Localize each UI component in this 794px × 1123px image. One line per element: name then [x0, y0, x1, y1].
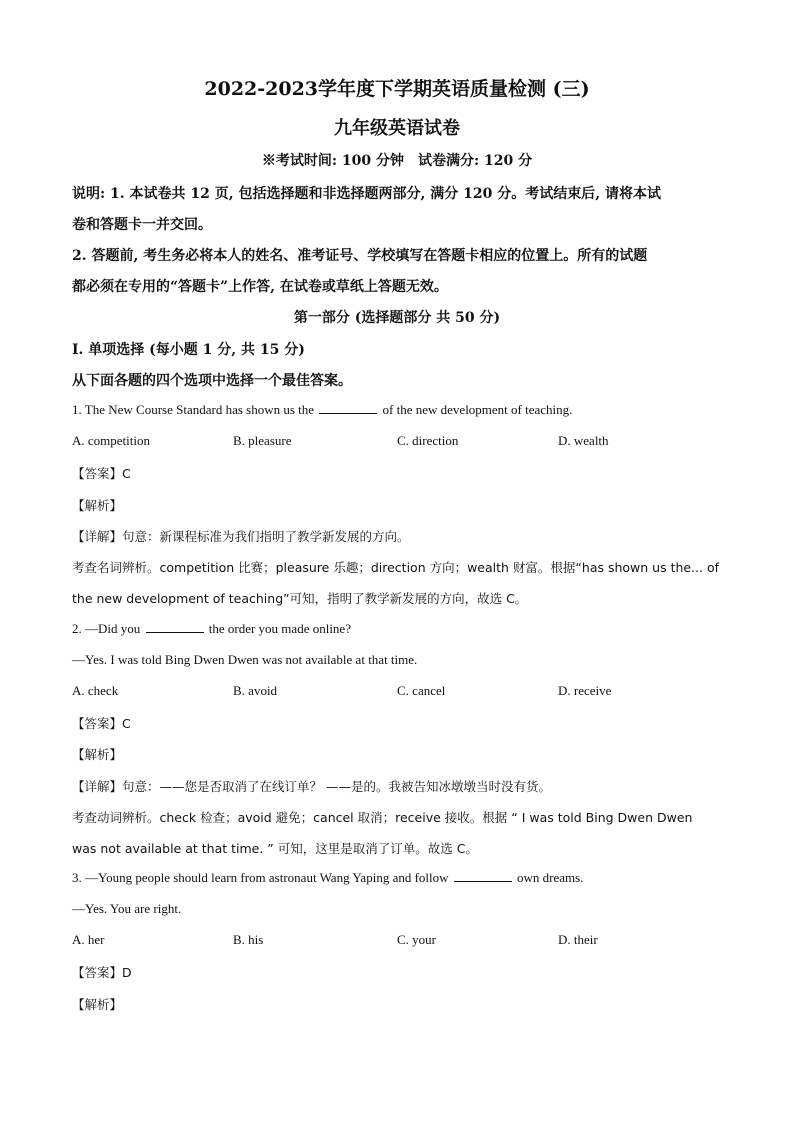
- q1-detail: 【详解】句意：新课程标准为我们指明了教学新发展的方向。: [72, 529, 410, 544]
- q2-answer-tag: 【答案】: [72, 716, 123, 731]
- q2-explain-1: 考查动词辨析。check 检查；avoid 避免；cancel 取消；receive 接收。根据 “ I was told Bing Dwen Dwen: [72, 810, 693, 825]
- q2-stem: [72, 621, 732, 637]
- q1-blank: [319, 402, 377, 414]
- q2-explain-2: was not available at that time. ” 可知，这里是取消了订单。故选 C。: [72, 841, 478, 856]
- q2-option-a: A. check: [72, 683, 119, 698]
- q1-answer-value: C: [122, 466, 131, 481]
- instructions-line-1: 说明: 1. 本试卷共 12 页, 包括选择题和非选择题两部分, 满分 120 分。考试结束后, 请将本试: [72, 186, 661, 202]
- q3-stem: [72, 870, 732, 886]
- q2-detail: 【详解】句意：——您是否取消了在线订单？ ——是的。我被告知冰墩墩当时没有货。: [72, 779, 551, 794]
- q2-option-d: D. receive: [558, 683, 612, 698]
- q3-option-d: D. their: [558, 932, 598, 947]
- exam-subtitle: 九年级英语试卷: [334, 118, 460, 139]
- q2-stem-a: 2. —Did you: [72, 621, 141, 636]
- section-direction: 从下面各题的四个选项中选择一个最佳答案。: [72, 373, 352, 389]
- q2-analysis-tag: 【解析】: [72, 747, 123, 762]
- q2-stem-b: the order you made online?: [208, 621, 351, 636]
- q2-answer: [72, 714, 732, 732]
- q1-option-c: C. direction: [397, 433, 459, 448]
- q3-answer-value: D: [122, 965, 132, 980]
- q1-option-b: B. pleasure: [233, 433, 292, 448]
- q3-option-b: B. his: [233, 932, 264, 947]
- q1-explain-1: 考查名词辨析。competition 比赛；pleasure 乐趣；direction 方向；wealth 财富。根据“has shown us the... of: [72, 560, 720, 575]
- q3-stem-b: own dreams.: [517, 870, 584, 885]
- exam-info: ※考试时间: 100 分钟 试卷满分: 120 分: [261, 153, 533, 169]
- q3-option-a: A. her: [72, 932, 105, 947]
- q2-option-c: C. cancel: [397, 683, 446, 698]
- q3-analysis-tag: 【解析】: [72, 997, 123, 1012]
- q3-reply: —Yes. You are right.: [72, 901, 182, 916]
- q1-analysis-tag: 【解析】: [72, 498, 123, 513]
- q3-answer-tag: 【答案】: [72, 965, 123, 980]
- q2-answer-value: C: [122, 716, 131, 731]
- q2-option-b: B. avoid: [233, 683, 278, 698]
- q3-stem-a: 3. —Young people should learn from astronaut Wang Yaping and follow: [72, 870, 449, 885]
- q1-option-a: A. competition: [72, 433, 150, 448]
- instructions-line-4: 都必须在专用的“答题卡”上作答, 在试卷或草纸上答题无效。: [72, 279, 448, 295]
- q3-answer: [72, 963, 732, 981]
- instructions-line-2: 卷和答题卡一并交回。: [72, 217, 212, 233]
- q2-blank: [146, 621, 204, 633]
- q3-option-c: C. your: [397, 932, 436, 947]
- q1-option-d: D. wealth: [558, 433, 609, 448]
- exam-title: 2022-2023学年度下学期英语质量检测 (三): [204, 78, 590, 100]
- q1-stem: [72, 402, 732, 418]
- instructions-line-3: 2. 答题前, 考生务必将本人的姓名、准考证号、学校填写在答题卡相应的位置上。所有的试题: [72, 248, 648, 264]
- q3-blank: [454, 870, 512, 882]
- q1-stem-a: 1. The New Course Standard has shown us the: [72, 402, 315, 417]
- part-title: 第一部分 (选择题部分 共 50 分): [293, 310, 501, 326]
- q1-stem-b: of the new development of teaching.: [382, 402, 573, 417]
- q1-answer-tag: 【答案】: [72, 466, 123, 481]
- q2-reply: —Yes. I was told Bing Dwen Dwen was not available at that time.: [72, 652, 418, 667]
- q1-answer: [72, 464, 732, 482]
- q1-explain-2: the new development of teaching”可知，指明了教学新发展的方向，故选 C。: [72, 591, 528, 606]
- section-heading: I. 单项选择 (每小题 1 分, 共 15 分): [72, 342, 305, 358]
